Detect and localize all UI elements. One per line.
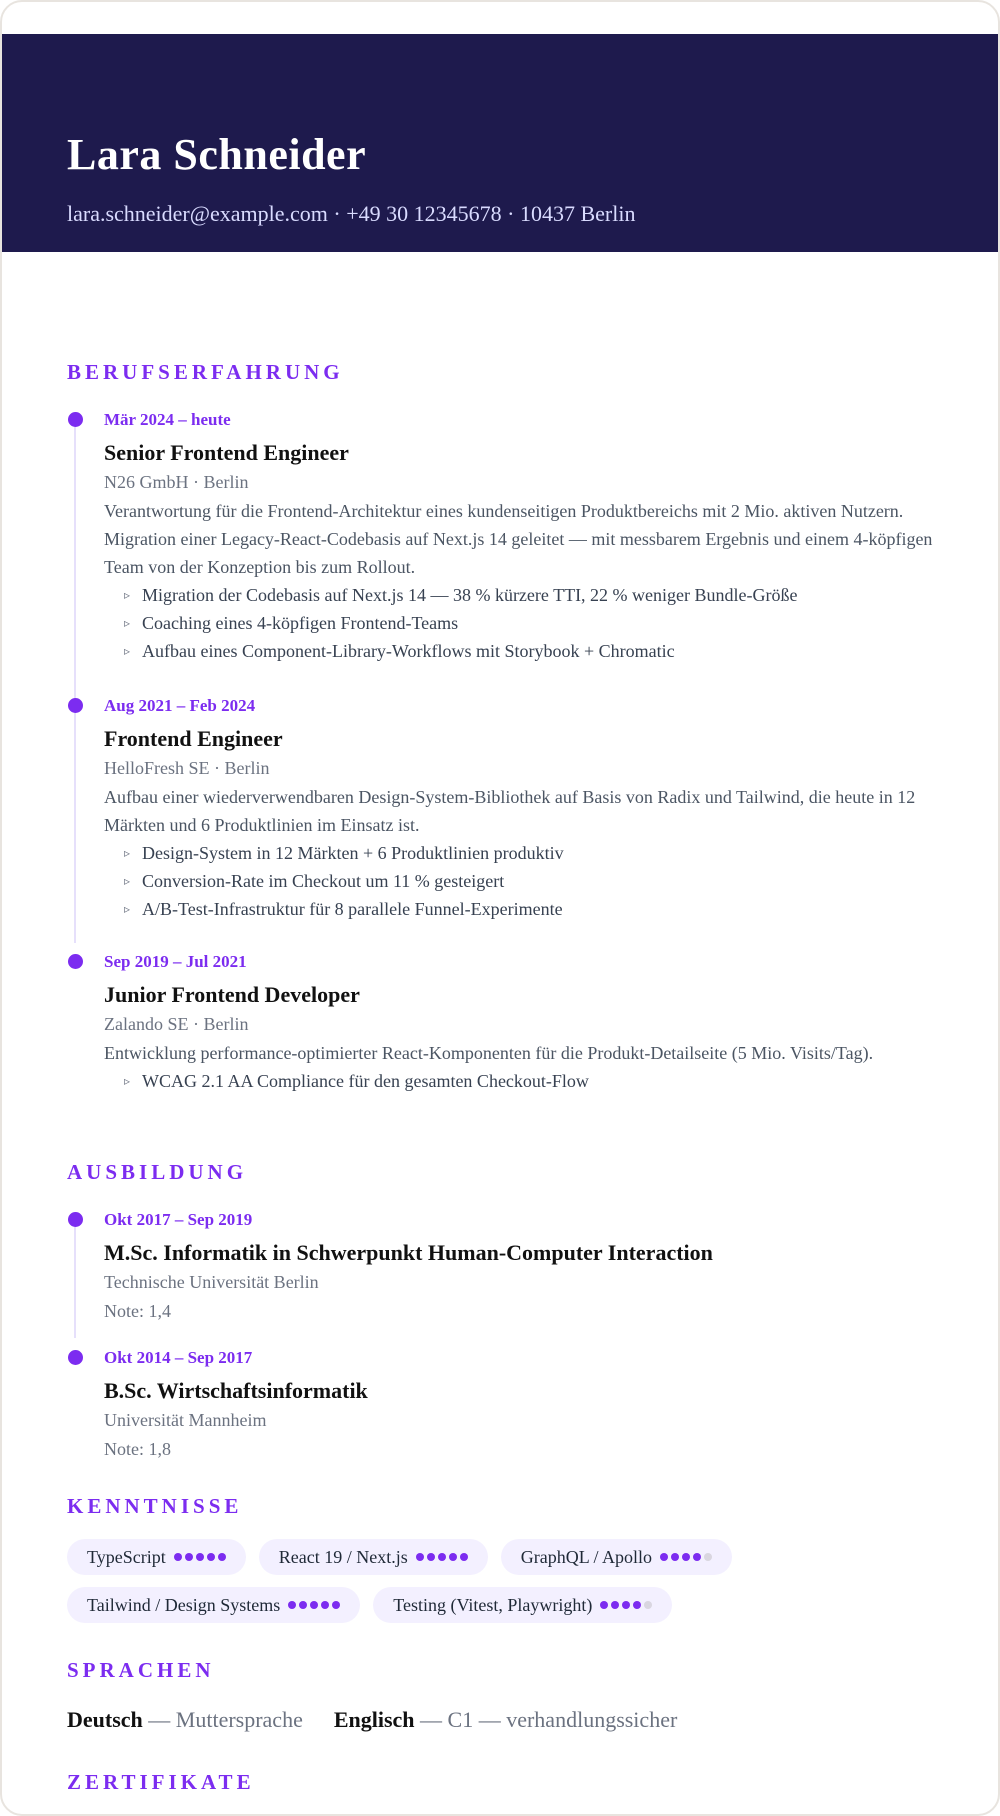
skill-rating bbox=[660, 1553, 712, 1561]
rating-dot-filled bbox=[288, 1601, 296, 1609]
skill-rating bbox=[600, 1601, 652, 1609]
skill-chip: Testing (Vitest, Playwright) bbox=[373, 1587, 672, 1623]
experience-entry bbox=[104, 696, 934, 923]
rating-dot-filled bbox=[299, 1601, 307, 1609]
rating-dot-filled bbox=[682, 1553, 690, 1561]
skill-chip: GraphQL / Apollo bbox=[501, 1539, 732, 1575]
rating-dot-filled bbox=[310, 1601, 318, 1609]
entry-date: Okt 2017 – Sep 2019 bbox=[104, 1210, 253, 1229]
rating-dot-filled bbox=[460, 1553, 468, 1561]
rating-dot-empty bbox=[644, 1601, 652, 1609]
timeline-dot bbox=[68, 954, 83, 969]
rating-dot-filled bbox=[416, 1553, 424, 1561]
bullet-item: ▹ Coaching eines 4-köpfigen Frontend-Teams bbox=[124, 609, 934, 637]
bullet-item: ▹ Design-System in 12 Märkten + 6 Produktlinien produktiv bbox=[124, 839, 934, 867]
triangle-bullet-icon: ▹ bbox=[124, 846, 131, 860]
timeline-line bbox=[74, 418, 76, 943]
skills-list bbox=[67, 1539, 947, 1635]
entry-description: Aufbau einer wiederverwendbaren Design-System-Bibliothek auf Basis von Radix und Tailwind, die heute in 12 Märkten und 6 Produktlinien im Einsatz ist. bbox=[104, 787, 916, 835]
timeline-line bbox=[74, 1216, 76, 1338]
triangle-bullet-icon: ▹ bbox=[124, 616, 131, 630]
education-entry bbox=[104, 1210, 934, 1326]
rating-dot-filled bbox=[611, 1601, 619, 1609]
skills-row bbox=[67, 1587, 947, 1623]
skill-chip: Tailwind / Design Systems bbox=[67, 1587, 360, 1623]
entry-role: Junior Frontend Developer bbox=[104, 982, 360, 1007]
skill-rating bbox=[288, 1601, 340, 1609]
bullet-item: ▹ Aufbau eines Component-Library-Workflows mit Storybook + Chromatic bbox=[124, 637, 934, 665]
rating-dot-filled bbox=[622, 1601, 630, 1609]
rating-dot-filled bbox=[185, 1553, 193, 1561]
education-entry bbox=[104, 1348, 934, 1464]
entry-role: Senior Frontend Engineer bbox=[104, 440, 349, 465]
rating-dot-filled bbox=[207, 1553, 215, 1561]
language-name: Englisch bbox=[333, 1707, 415, 1732]
entry-degree: M.Sc. Informatik in Schwerpunkt Human-Computer Interaction bbox=[104, 1240, 713, 1265]
section-title-languages: SPRACHEN bbox=[67, 1658, 215, 1682]
bullet-item: ▹ A/B-Test-Infrastruktur für 8 parallele Funnel-Experimente bbox=[124, 895, 934, 923]
language-level: — C1 — verhandlungssicher bbox=[420, 1707, 678, 1732]
entry-description: Entwicklung performance-optimierter React-Komponenten für die Produkt-Detailseite (5 Mio. Visits/Tag). bbox=[104, 1043, 874, 1063]
entry-bullets bbox=[104, 839, 934, 923]
triangle-bullet-icon: ▹ bbox=[124, 588, 131, 602]
languages-list bbox=[67, 1707, 677, 1733]
entry-grade: Note: 1,8 bbox=[104, 1439, 171, 1459]
entry-grade: Note: 1,4 bbox=[104, 1301, 171, 1321]
triangle-bullet-icon: ▹ bbox=[124, 644, 131, 658]
section-title-experience: BERUFSERFAHRUNG bbox=[67, 360, 344, 384]
entry-bullets bbox=[104, 581, 934, 665]
experience-entry bbox=[104, 952, 934, 1095]
skill-rating bbox=[416, 1553, 468, 1561]
rating-dot-filled bbox=[660, 1553, 668, 1561]
entry-date: Sep 2019 – Jul 2021 bbox=[104, 952, 247, 971]
entry-date: Mär 2024 – heute bbox=[104, 410, 231, 429]
rating-dot-filled bbox=[218, 1553, 226, 1561]
resume-header bbox=[2, 34, 998, 252]
rating-dot-filled bbox=[438, 1553, 446, 1561]
rating-dot-filled bbox=[174, 1553, 182, 1561]
rating-dot-filled bbox=[449, 1553, 457, 1561]
rating-dot-filled bbox=[427, 1553, 435, 1561]
candidate-name: Lara Schneider bbox=[67, 130, 367, 179]
entry-date: Okt 2014 – Sep 2017 bbox=[104, 1348, 253, 1367]
section-title-certificates: ZERTIFIKATE bbox=[67, 1770, 255, 1794]
skill-chip: TypeScript bbox=[67, 1539, 246, 1575]
skills-row bbox=[67, 1539, 947, 1575]
entry-org: HelloFresh SE · Berlin bbox=[104, 758, 270, 778]
rating-dot-filled bbox=[321, 1601, 329, 1609]
contact-line: lara.schneider@example.com · +49 30 12345678 · 10437 Berlin bbox=[67, 201, 636, 226]
entry-org: Zalando SE · Berlin bbox=[104, 1014, 249, 1034]
skill-rating bbox=[174, 1553, 226, 1561]
bullet-item: ▹ Conversion-Rate im Checkout um 11 % gesteigert bbox=[124, 867, 934, 895]
entry-description: Verantwortung für die Frontend-Architektur eines kundenseitigen Produktbereichs mit 2 Mio. aktiven Nutzern. Migration einer Legacy-React-Codebasis auf Next.js 14 geleitet — mit messbarem Ergebnis und einem 4-köpfigen Team von der Konzeption bis zum Rollout. bbox=[104, 501, 933, 577]
entry-school: Universität Mannheim bbox=[104, 1410, 267, 1430]
triangle-bullet-icon: ▹ bbox=[124, 874, 131, 888]
rating-dot-filled bbox=[671, 1553, 679, 1561]
timeline-dot bbox=[68, 1212, 83, 1227]
section-title-education: AUSBILDUNG bbox=[67, 1160, 248, 1184]
timeline-dot bbox=[68, 698, 83, 713]
timeline-dot bbox=[68, 1350, 83, 1365]
bullet-item: ▹ Migration der Codebasis auf Next.js 14 — 38 % kürzere TTI, 22 % weniger Bundle-Größe bbox=[124, 581, 934, 609]
entry-bullets bbox=[104, 1067, 934, 1095]
experience-entry bbox=[104, 410, 934, 665]
entry-date: Aug 2021 – Feb 2024 bbox=[104, 696, 256, 715]
rating-dot-filled bbox=[600, 1601, 608, 1609]
bullet-item: ▹ WCAG 2.1 AA Compliance für den gesamten Checkout-Flow bbox=[124, 1067, 934, 1095]
entry-role: Frontend Engineer bbox=[104, 726, 283, 751]
entry-school: Technische Universität Berlin bbox=[104, 1272, 319, 1292]
language-level: — Muttersprache bbox=[148, 1707, 303, 1732]
rating-dot-filled bbox=[196, 1553, 204, 1561]
section-title-skills: KENNTNISSE bbox=[67, 1494, 243, 1518]
skill-chip: React 19 / Next.js bbox=[259, 1539, 488, 1575]
rating-dot-filled bbox=[332, 1601, 340, 1609]
rating-dot-filled bbox=[633, 1601, 641, 1609]
timeline-dot bbox=[68, 412, 83, 427]
language-name: Deutsch bbox=[67, 1707, 143, 1732]
entry-degree: B.Sc. Wirtschaftsinformatik bbox=[104, 1378, 368, 1403]
rating-dot-empty bbox=[704, 1553, 712, 1561]
triangle-bullet-icon: ▹ bbox=[124, 1074, 131, 1088]
triangle-bullet-icon: ▹ bbox=[124, 902, 131, 916]
rating-dot-filled bbox=[693, 1553, 701, 1561]
entry-org: N26 GmbH · Berlin bbox=[104, 472, 249, 492]
